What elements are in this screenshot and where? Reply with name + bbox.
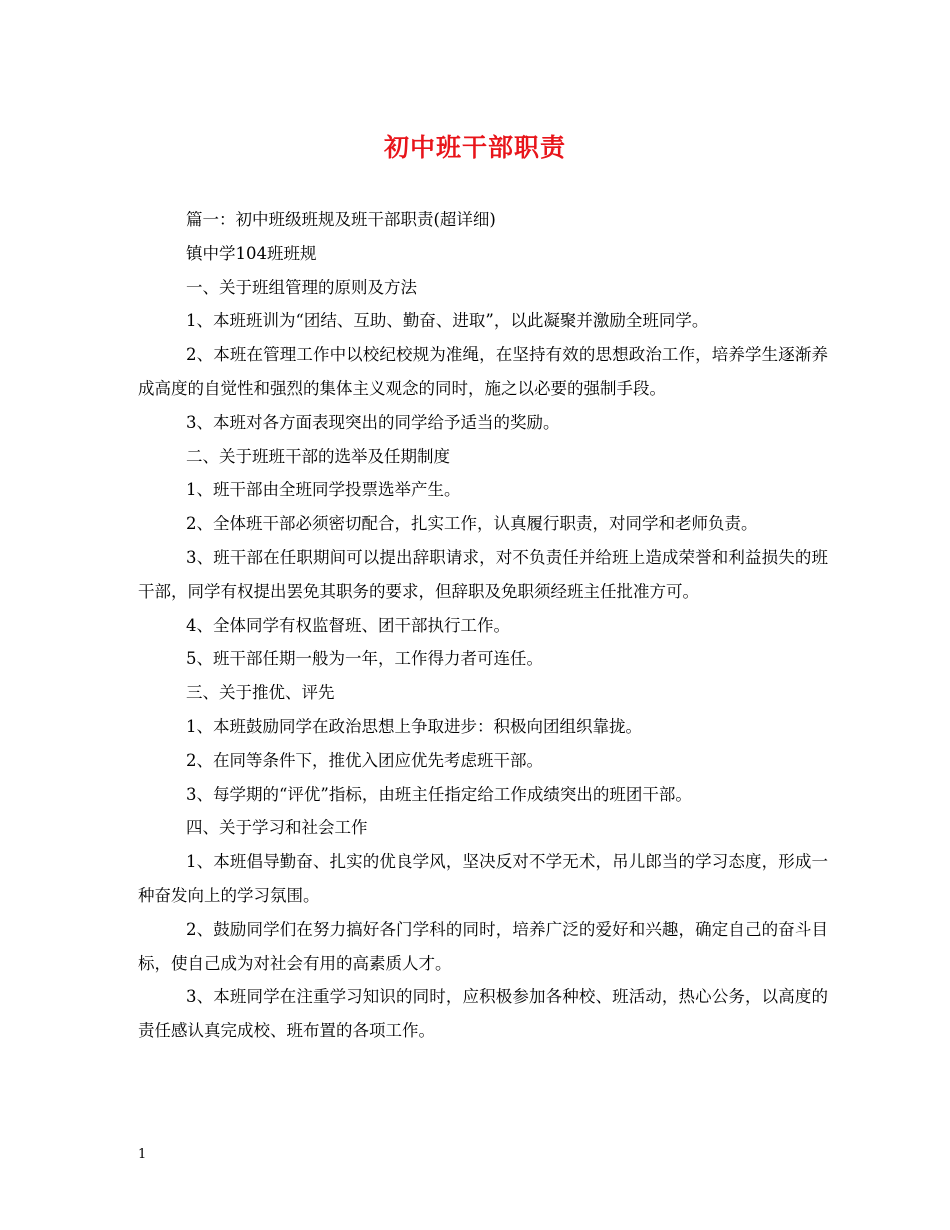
document-title: 初中班干部职责 — [383, 133, 566, 162]
paragraph: 3、班干部在任职期间可以提出辞职请求，对不负责任并给班上造成荣誉和利益损失的班干部，同学有权提出罢免其职务的要求，但辞职及免职须经班主任批准方可。 — [138, 547, 828, 601]
paragraph: 1、本班鼓励同学在政治思想上争取进步：积极向团组织靠拢。 — [186, 716, 642, 736]
document-body — [138, 203, 828, 1048]
paragraph: 2、鼓励同学们在努力搞好各门学科的同时，培养广泛的爱好和兴趣，确定自己的奋斗目标，使自己成为对社会有用的高素质人才。 — [138, 919, 828, 973]
paragraph-intro-heading: 篇一：初中班级班规及班干部职责(超详细) — [186, 210, 496, 229]
paragraph: 2、本班在管理工作中以校纪校规为准绳，在坚持有效的思想政治工作，培养学生逐渐养成高度的自觉性和强烈的集体主义观念的同时，施之以必要的强制手段。 — [138, 345, 828, 398]
paragraph: 3、每学期的“评优”指标，由班主任指定给工作成绩突出的班团干部。 — [186, 784, 692, 804]
section-heading-4: 四、关于学习和社会工作 — [186, 818, 368, 838]
paragraph: 5、班干部任期一般为一年，工作得力者可连任。 — [186, 649, 543, 669]
paragraph: 1、本班倡导勤奋、扎实的优良学风，坚决反对不学无术，吊儿郎当的学习态度，形成一种奋发向上的学习氛围。 — [138, 852, 828, 905]
page-number: 1 — [138, 1147, 147, 1162]
section-heading-2: 二、关于班班干部的选举及任期制度 — [186, 446, 450, 466]
paragraph: 1、班干部由全班同学投票选举产生。 — [186, 480, 461, 500]
paragraph-class-rules-title: 镇中学104班班规 — [186, 243, 317, 263]
paragraph: 2、全体班干部必须密切配合，扎实工作，认真履行职责，对同学和老师负责。 — [186, 514, 758, 534]
paragraph: 3、本班同学在注重学习知识的同时，应积极参加各种校、班活动，热心公务，以高度的责任感认真完成校、班布置的各项工作。 — [138, 987, 828, 1041]
paragraph: 4、全体同学有权监督班、团干部执行工作。 — [186, 615, 510, 635]
paragraph: 1、本班班训为“团结、互助、勤奋、进取”，以此凝聚并激励全班同学。 — [186, 311, 709, 331]
paragraph: 2、在同等条件下，推优入团应优先考虑班干部。 — [186, 750, 543, 770]
paragraph: 3、本班对各方面表现突出的同学给予适当的奖励。 — [186, 412, 560, 432]
section-heading-1: 一、关于班组管理的原则及方法 — [186, 277, 417, 297]
section-heading-3: 三、关于推优、评先 — [186, 683, 335, 703]
